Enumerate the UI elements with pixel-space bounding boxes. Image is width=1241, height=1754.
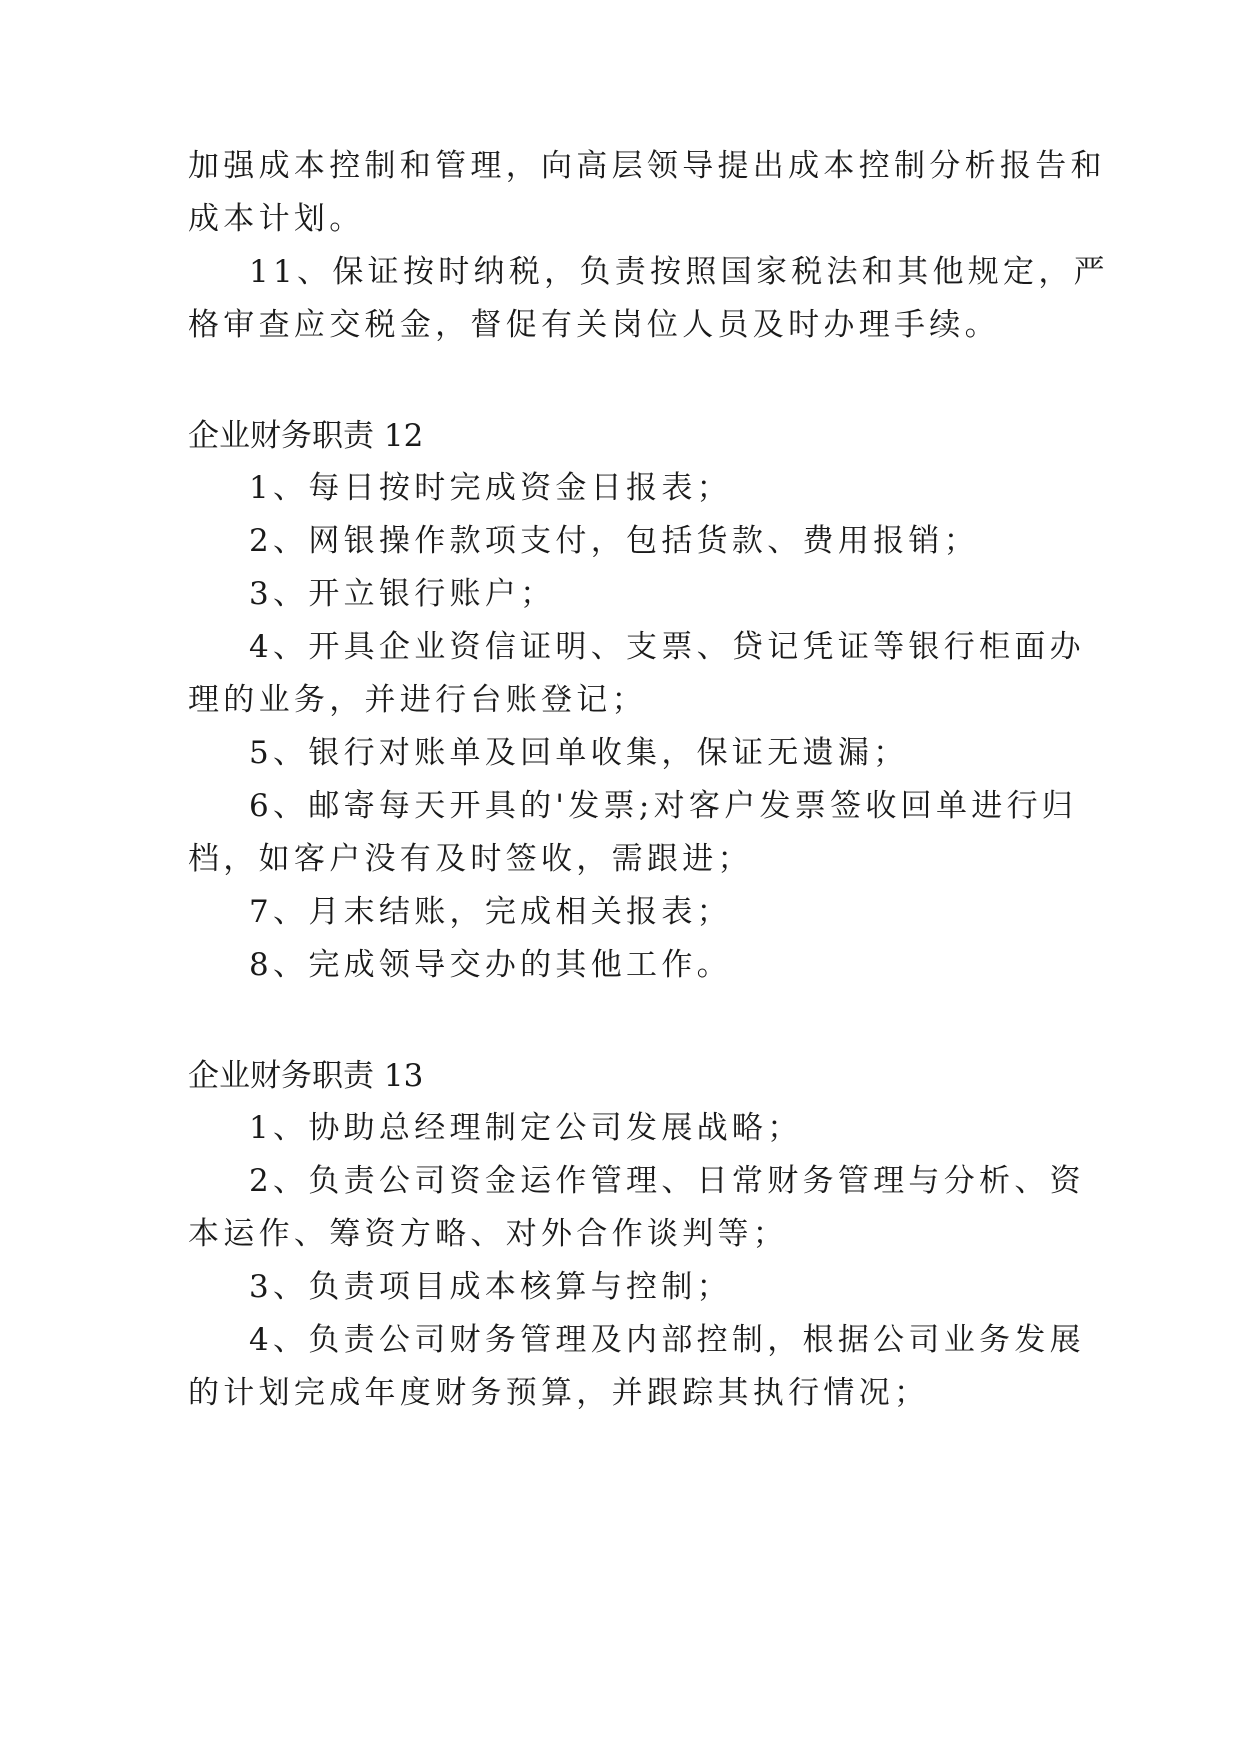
list-item: 6、邮寄每天开具的'发票;对客户发票签收回单进行归 xyxy=(249,788,1078,824)
list-item: 4、负责公司财务管理及内部控制，根据公司业务发展 xyxy=(249,1322,1085,1358)
list-item: 8、完成领导交办的其他工作。 xyxy=(249,947,732,983)
list-item: 1、协助总经理制定公司发展战略； xyxy=(249,1110,803,1146)
list-item: 3、负责项目成本核算与控制； xyxy=(249,1269,732,1305)
paragraph-line: 的计划完成年度财务预算，并跟踪其执行情况； xyxy=(188,1375,930,1411)
list-item: 4、开具企业资信证明、支票、贷记凭证等银行柜面办 xyxy=(249,629,1085,665)
paragraph-line: 加强成本控制和管理，向高层领导提出成本控制分析报告和 xyxy=(188,148,1106,184)
paragraph-line: 格审查应交税金，督促有关岗位人员及时办理手续。 xyxy=(188,307,1000,343)
section-heading: 企业财务职责 12 xyxy=(188,418,424,454)
list-item: 7、月末结账，完成相关报表； xyxy=(249,894,732,930)
paragraph-line: 本运作、筹资方略、对外合作谈判等； xyxy=(188,1216,789,1252)
paragraph-line: 理的业务，并进行台账登记； xyxy=(188,682,647,718)
paragraph-line: 成本计划。 xyxy=(188,201,365,237)
paragraph-line: 11、保证按时纳税，负责按照国家税法和其他规定，严 xyxy=(249,254,1109,290)
list-item: 5、银行对账单及回单收集，保证无遗漏； xyxy=(249,735,909,771)
list-item: 2、负责公司资金运作管理、日常财务管理与分析、资 xyxy=(249,1163,1085,1199)
list-item: 1、每日按时完成资金日报表； xyxy=(249,470,732,506)
list-item: 3、开立银行账户； xyxy=(249,576,556,612)
section-heading: 企业财务职责 13 xyxy=(188,1058,424,1094)
paragraph-line: 档，如客户没有及时签收，需跟进； xyxy=(188,841,753,877)
list-item: 2、网银操作款项支付，包括货款、费用报销； xyxy=(249,523,980,559)
